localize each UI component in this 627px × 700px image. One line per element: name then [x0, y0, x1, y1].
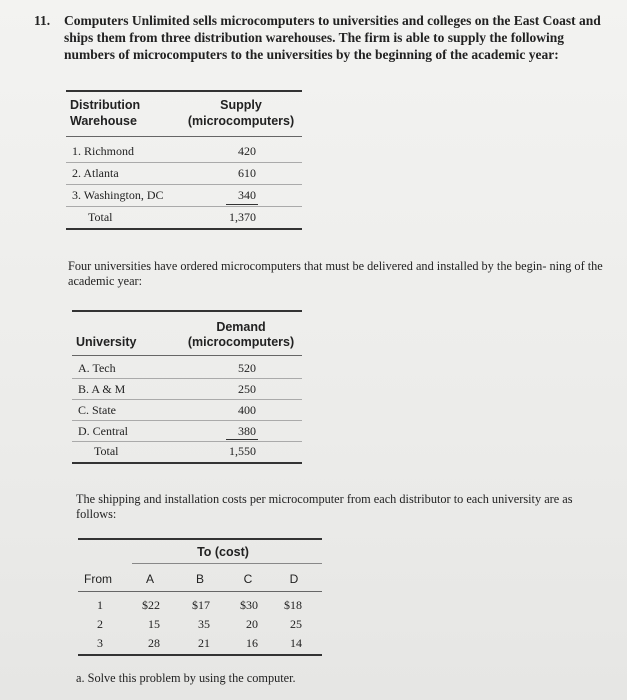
sum-underline — [226, 204, 258, 205]
demand-row-value: 520 — [238, 361, 256, 375]
table-top-rule — [66, 90, 302, 92]
supply-row-label: 2. Atlanta — [72, 166, 119, 180]
row-divider — [72, 420, 302, 421]
cost-cell: $17 — [192, 598, 210, 612]
supply-row-value: 420 — [238, 144, 256, 158]
supply-row-value: 610 — [238, 166, 256, 180]
supply-header-left-1: Distribution — [70, 98, 141, 112]
table-bottom-rule — [72, 462, 302, 464]
row-divider — [72, 441, 302, 442]
cost-to-header: To (cost) — [197, 545, 249, 559]
demand-row-label: C. State — [78, 403, 116, 417]
cost-cell: 16 — [246, 636, 258, 650]
demand-intro: Four universities have ordered microcomputers that must be delivered and installed by the begin- ning of the academic year: — [68, 259, 603, 288]
cost-cell: 20 — [246, 617, 258, 631]
demand-header-right-1: Demand — [216, 320, 266, 334]
cost-cell: 14 — [290, 636, 302, 650]
row-divider — [72, 399, 302, 400]
demand-total-label: Total — [94, 444, 119, 458]
cost-col-header: B — [195, 572, 204, 586]
problem-text: Computers Unlimited sells microcomputers to universities and colleges on the East Coast and ships them from three distribution warehouses. The firm is able to supply the following numbers of microcomputers to the universities by the beginning of the academic year: — [64, 13, 601, 62]
row-divider — [66, 162, 302, 163]
supply-row-label: 1. Richmond — [72, 144, 134, 158]
demand-header-left: University — [76, 335, 137, 349]
cost-cell: 15 — [148, 617, 160, 631]
row-divider — [66, 206, 302, 207]
table-top-rule — [78, 538, 322, 540]
demand-row-value: 380 — [238, 424, 256, 438]
supply-total-value: 1,370 — [229, 210, 256, 224]
problem-number: 11. — [34, 13, 51, 28]
table-bottom-rule — [66, 228, 302, 230]
supply-row-value: 340 — [238, 188, 256, 202]
cost-col-header: A — [145, 572, 154, 586]
table-bottom-rule — [78, 654, 322, 656]
supply-total-label: Total — [88, 210, 113, 224]
to-rule — [132, 563, 322, 564]
demand-row-value: 250 — [238, 382, 256, 396]
demand-row-label: A. Tech — [78, 361, 116, 375]
demand-total-value: 1,550 — [229, 444, 256, 458]
cost-cell: $22 — [142, 598, 160, 612]
cost-from-header: From — [84, 572, 112, 586]
supply-header-right-1: Supply — [220, 98, 262, 112]
cost-cell: 25 — [290, 617, 302, 631]
cost-cell: 28 — [148, 636, 160, 650]
supply-header-right-2: (microcomputers) — [187, 114, 295, 128]
header-rule — [78, 591, 322, 592]
sum-underline — [226, 439, 258, 440]
cost-cell: $18 — [284, 598, 302, 612]
cost-cell: $30 — [240, 598, 258, 612]
supply-header-left-2: Warehouse — [70, 114, 137, 128]
part-a: a. Solve this problem by using the computer. — [76, 671, 296, 685]
cost-cell: 35 — [198, 617, 210, 631]
cost-col-header: C — [243, 572, 253, 586]
cost-cell: 21 — [198, 636, 210, 650]
header-rule — [72, 355, 302, 356]
cost-from-label: 2 — [97, 617, 103, 631]
problem-intro — [34, 12, 614, 63]
demand-row-label: B. A & M — [78, 382, 126, 396]
row-divider — [72, 378, 302, 379]
header-rule — [66, 136, 302, 137]
demand-header-right-2: (microcomputers) — [187, 335, 295, 349]
demand-row-label: D. Central — [78, 424, 128, 438]
demand-row-value: 400 — [238, 403, 256, 417]
cost-from-label: 3 — [97, 636, 103, 650]
table-top-rule — [72, 310, 302, 312]
cost-from-label: 1 — [97, 598, 103, 612]
row-divider — [66, 184, 302, 185]
cost-col-header: D — [289, 572, 299, 586]
cost-intro: The shipping and installation costs per microcomputer from each distributor to each university are as follows: — [76, 492, 573, 521]
supply-row-label: 3. Washington, DC — [72, 188, 164, 202]
